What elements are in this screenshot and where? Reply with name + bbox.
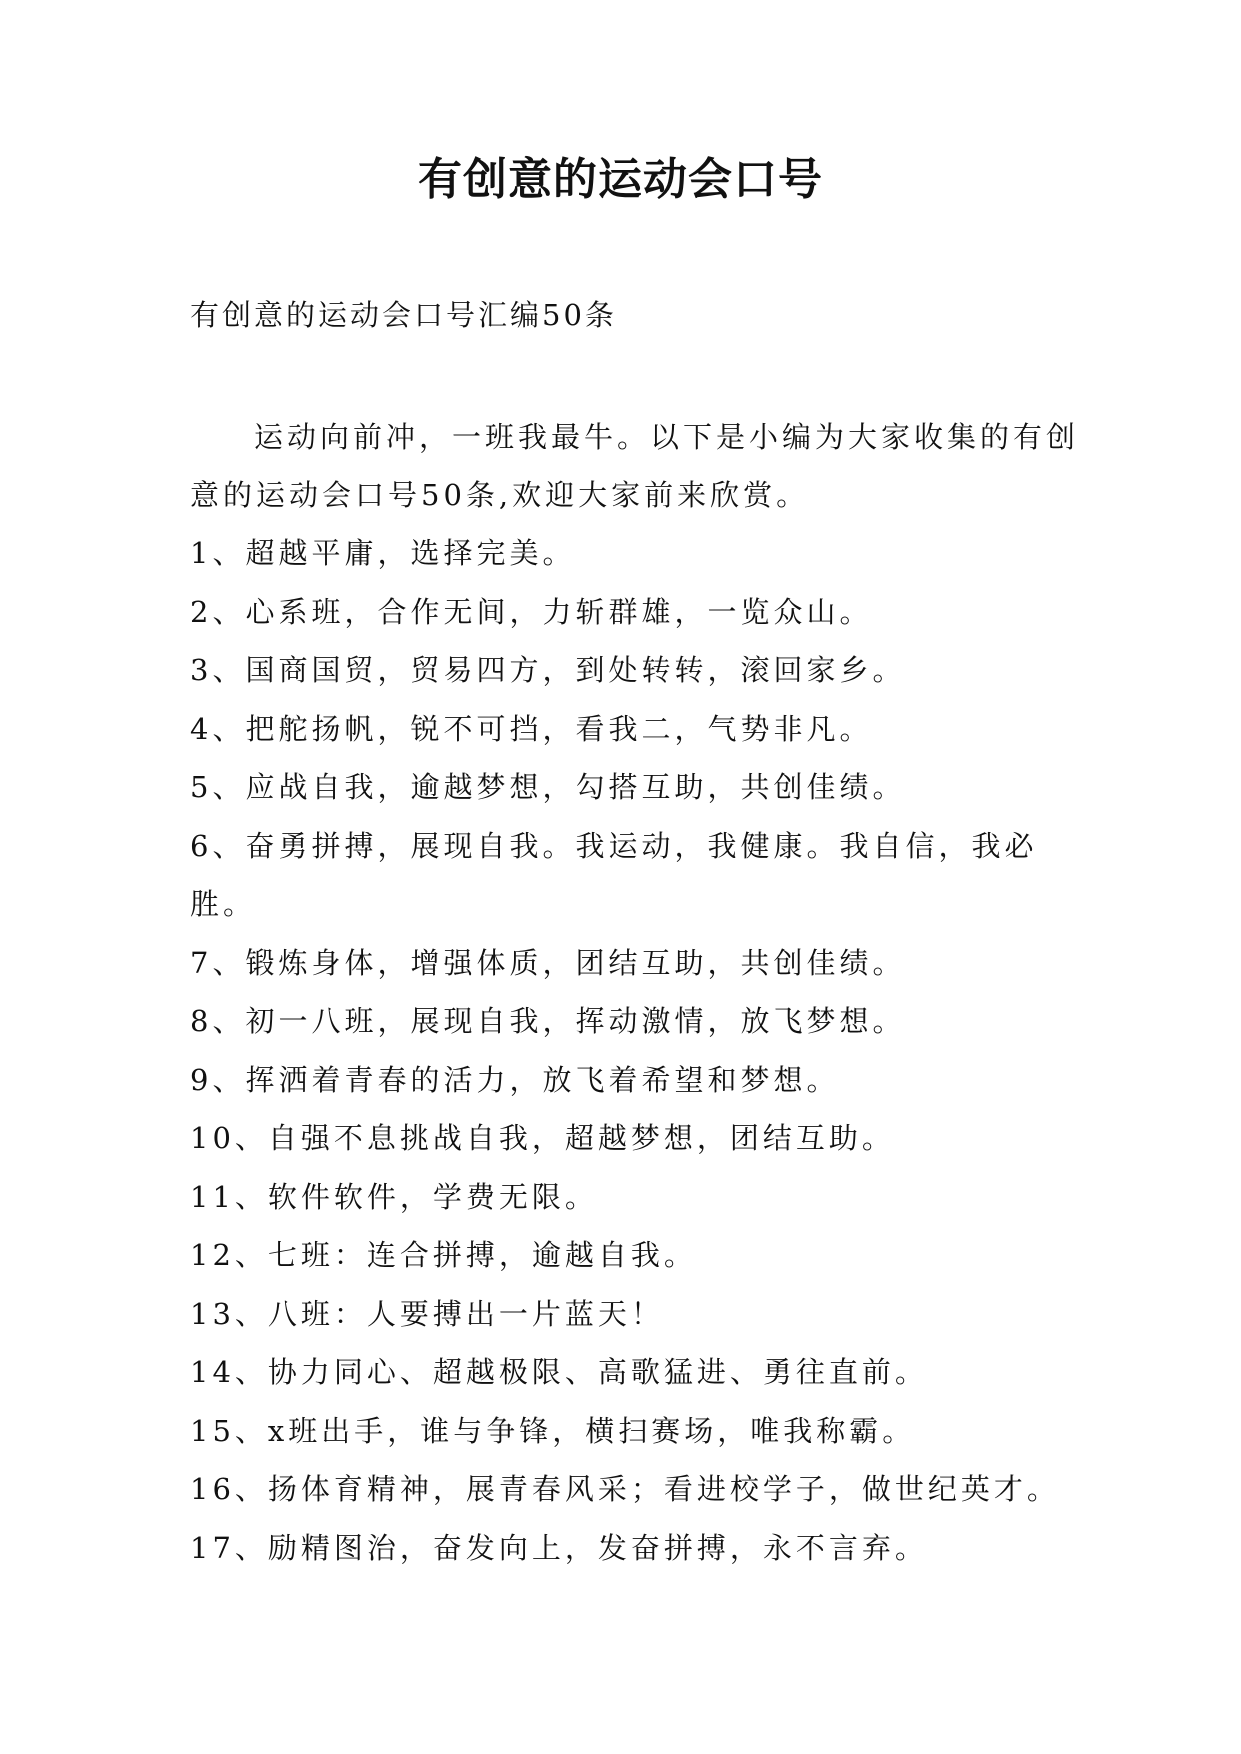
slogan-item: 14、协力同心、超越极限、高歌猛进、勇往直前。: [190, 1355, 928, 1389]
document-subtitle: 有创意的运动会口号汇编50条: [190, 298, 617, 332]
slogan-item: 2、心系班，合作无间，力斩群雄，一览众山。: [190, 594, 873, 629]
slogan-item: 4、把舵扬帆，锐不可挡，看我二，气势非凡。: [190, 711, 873, 746]
document-title: 有创意的运动会口号: [418, 154, 823, 205]
slogan-item: 6、奋勇拼搏，展现自我。我运动，我健康。我自信，我必胜。: [190, 828, 1038, 921]
slogan-item: 3、国商国贸，贸易四方，到处转转，滚回家乡。: [190, 653, 906, 687]
slogan-item: 1、超越平庸，选择完美。: [190, 536, 576, 570]
slogan-item: 16、扬体育精神，展青春风采；看进校学子，做世纪英才。: [190, 1472, 1060, 1506]
document-body: [190, 408, 1090, 1577]
slogan-item: 17、励精图治，奋发向上，发奋拼搏，永不言弃。: [190, 1530, 928, 1565]
intro-paragraph: 运动向前冲，一班我最牛。以下是小编为大家收集的有创意的运动会口号50条,欢迎大家前来欣赏。: [190, 420, 1080, 512]
slogan-item: 10、自强不息挑战自我，超越梦想，团结互助。: [190, 1121, 895, 1155]
slogan-item: 11、软件软件，学费无限。: [190, 1179, 598, 1214]
slogan-item: 9、挥洒着青春的活力，放飞着希望和梦想。: [190, 1062, 840, 1097]
slogan-item: 5、应战自我，逾越梦想，勾搭互助，共创佳绩。: [190, 770, 906, 804]
slogan-item: 13、八班：人要搏出一片蓝天！: [190, 1296, 664, 1331]
slogan-item: 12、七班：连合拼搏，逾越自我。: [190, 1238, 697, 1272]
slogan-item: 15、x班出手，谁与争锋，横扫赛场，唯我称霸。: [190, 1413, 916, 1448]
slogan-list: [190, 524, 1090, 1577]
slogan-item: 7、锻炼身体，增强体质，团结互助，共创佳绩。: [190, 945, 906, 980]
slogan-item: 8、初一八班，展现自我，挥动激情，放飞梦想。: [190, 1004, 906, 1038]
